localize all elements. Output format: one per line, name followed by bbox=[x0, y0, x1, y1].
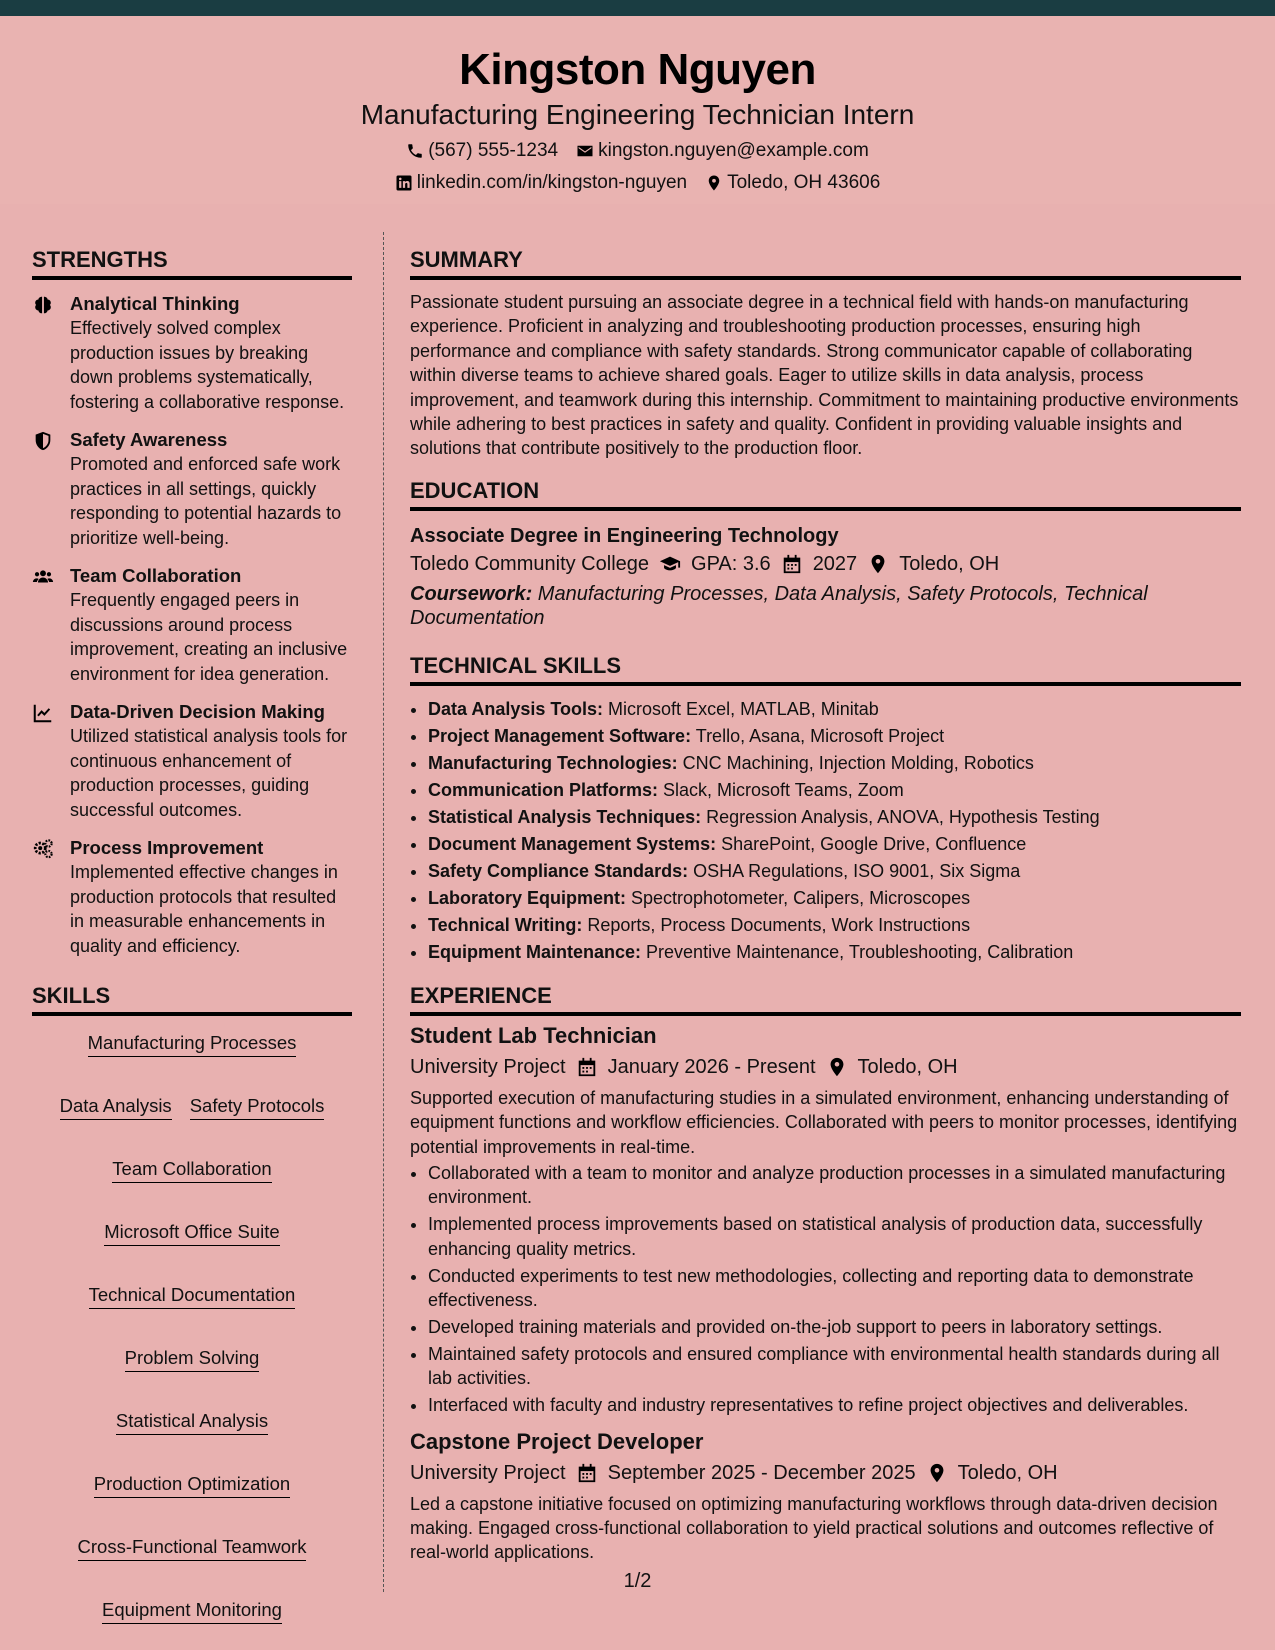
coursework-text: Manufacturing Processes, Data Analysis, Safety Protocols, Technical Documentation bbox=[410, 582, 1148, 629]
strength-item bbox=[32, 836, 352, 958]
skill-values: Microsoft Excel, MATLAB, Minitab bbox=[603, 698, 879, 719]
top-accent-bar bbox=[0, 0, 1275, 16]
email-contact[interactable] bbox=[576, 138, 869, 164]
skill-values: SharePoint, Google Drive, Confluence bbox=[716, 833, 1027, 854]
experience-section bbox=[410, 982, 1241, 1565]
skill-category: Communication Platforms: bbox=[428, 779, 659, 800]
skill-values: Preventive Maintenance, Troubleshooting, Calibration bbox=[641, 941, 1074, 962]
list-item bbox=[428, 750, 1241, 777]
gpa: GPA: 3.6 bbox=[691, 552, 771, 575]
list-item bbox=[428, 858, 1241, 885]
strength-item bbox=[32, 428, 352, 550]
education-location: Toledo, OH bbox=[899, 552, 1000, 575]
skill-category: Document Management Systems: bbox=[428, 833, 717, 854]
email-text[interactable]: kingston.nguyen@example.com bbox=[598, 140, 869, 161]
candidate-name: Kingston Nguyen bbox=[459, 45, 816, 94]
skills-section bbox=[32, 982, 352, 1624]
summary-text: Passionate student pursuing an associate degree in a technical field with hands-on manufacturing experience. Proficient in analyzing and troubleshooting production processes, ensuring high performance and compliance with safety standards. Strong communicator capable of collaborating within diverse teams to achieve shared goals. Eager to utilize skills in data analysis, process improvement, and teamwork during this internship. Commitment to maintaining productive environments while adhering to best practices in safety and quality. Confident in providing valuable insights and solutions that contribute positively to the production floor. bbox=[410, 292, 1239, 459]
list-item: • Collaborated with a team to monitor and analyze production processes in a simulated manufacturing environment. bbox=[428, 1161, 1241, 1210]
strength-title: Analytical Thinking bbox=[70, 293, 240, 314]
chart-line-icon bbox=[32, 702, 54, 724]
job-entry bbox=[410, 1428, 1241, 1565]
linkedin-icon bbox=[395, 174, 413, 192]
strength-title: Data-Driven Decision Making bbox=[70, 701, 325, 722]
technical-skills-list bbox=[410, 696, 1241, 966]
envelope-icon bbox=[576, 142, 594, 160]
list-item: • Conducted experiments to test new methodologies, collecting and reporting data to demonstrate effectiveness. bbox=[428, 1264, 1241, 1313]
list-item bbox=[428, 912, 1241, 939]
strength-item bbox=[32, 700, 352, 822]
page-number: 1/2 bbox=[623, 1570, 652, 1592]
degree-title: Associate Degree in Engineering Technology bbox=[410, 524, 839, 547]
left-column bbox=[32, 246, 352, 1624]
map-pin-icon bbox=[705, 174, 723, 192]
job-dates: September 2025 - December 2025 bbox=[607, 1461, 916, 1484]
summary-section bbox=[410, 246, 1241, 461]
list-item bbox=[428, 777, 1241, 804]
list-item bbox=[428, 804, 1241, 831]
skill-tag: Microsoft Office Suite bbox=[104, 1221, 279, 1246]
skill-category: Statistical Analysis Techniques: bbox=[428, 806, 702, 827]
skill-category: Technical Writing: bbox=[428, 914, 583, 935]
skill-values: CNC Machining, Injection Molding, Robotics bbox=[677, 752, 1034, 773]
calendar-icon bbox=[576, 1462, 598, 1484]
job-location: Toledo, OH bbox=[857, 1055, 958, 1078]
job-meta bbox=[410, 1458, 1241, 1488]
skill-values: OSHA Regulations, ISO 9001, Six Sigma bbox=[688, 860, 1021, 881]
skill-tag: Technical Documentation bbox=[89, 1284, 296, 1309]
skill-values: Trello, Asana, Microsoft Project bbox=[691, 725, 945, 746]
skill-values: Regression Analysis, ANOVA, Hypothesis Testing bbox=[701, 806, 1100, 827]
coursework bbox=[410, 582, 1241, 630]
shield-icon bbox=[32, 430, 54, 452]
technical-skills-section bbox=[410, 652, 1241, 966]
education-section bbox=[410, 477, 1241, 630]
skill-category: Manufacturing Technologies: bbox=[428, 752, 678, 773]
strength-title: Safety Awareness bbox=[70, 429, 228, 450]
list-item bbox=[428, 831, 1241, 858]
skill-tag: Production Optimization bbox=[94, 1473, 290, 1498]
job-org: University Project bbox=[410, 1461, 566, 1484]
job-location: Toledo, OH bbox=[957, 1461, 1058, 1484]
list-item bbox=[428, 696, 1241, 723]
strengths-section bbox=[32, 246, 352, 958]
phone-text: (567) 555-1234 bbox=[428, 140, 559, 161]
list-item: • Maintained safety protocols and ensured compliance with environmental health standards during all lab activities. bbox=[428, 1342, 1241, 1391]
calendar-icon bbox=[576, 1056, 598, 1078]
skill-tag: Data Analysis bbox=[60, 1095, 172, 1120]
coursework-label: Coursework: bbox=[410, 582, 533, 605]
job-description: Supported execution of manufacturing studies in a simulated environment, enhancing understanding of equipment functions and workflow efficiencies. Collaborated with peers to monitor processes, identifying potential improvements in real-time. bbox=[410, 1087, 1238, 1157]
job-title: Student Lab Technician bbox=[410, 1022, 657, 1048]
skill-tag: Cross-Functional Teamwork bbox=[78, 1536, 307, 1561]
strength-desc: Frequently engaged peers in discussions around process improvement, creating an inclusive environment for idea generation. bbox=[70, 590, 348, 684]
strength-desc: Implemented effective changes in production protocols that resulted in measurable enhancements in quality and efficiency. bbox=[70, 862, 338, 956]
skill-category: Laboratory Equipment: bbox=[428, 887, 627, 908]
list-item bbox=[428, 723, 1241, 750]
skill-tag: Team Collaboration bbox=[112, 1158, 271, 1183]
map-pin-icon bbox=[826, 1056, 848, 1078]
technical-skills-heading: TECHNICAL SKILLS bbox=[410, 652, 1241, 686]
strength-title: Process Improvement bbox=[70, 837, 264, 858]
column-divider bbox=[383, 232, 384, 1592]
list-item bbox=[428, 939, 1241, 966]
graduation-year: 2027 bbox=[812, 552, 858, 575]
skill-tag: Manufacturing Processes bbox=[88, 1032, 297, 1057]
location-contact bbox=[705, 170, 880, 196]
skill-values: Slack, Microsoft Teams, Zoom bbox=[658, 779, 904, 800]
skills-heading: SKILLS bbox=[32, 982, 352, 1016]
job-title: Capstone Project Developer bbox=[410, 1428, 704, 1454]
map-pin-icon bbox=[926, 1462, 948, 1484]
map-pin-icon bbox=[867, 553, 889, 575]
contact-row-1 bbox=[0, 138, 1275, 164]
job-description: Led a capstone initiative focused on optimizing manufacturing workflows through data-driven decision making. Engaged cross-functional collaboration to yield practical solutions and outcomes reflective of real-world applications. bbox=[410, 1493, 1218, 1563]
strength-desc: Promoted and enforced safe work practices in all settings, quickly responding to potential hazards to prioritize well-being. bbox=[70, 454, 342, 548]
calendar-icon bbox=[781, 553, 803, 575]
strength-desc: Effectively solved complex production issues by breaking down problems systematically, fostering a collaborative response. bbox=[70, 318, 345, 412]
job-bullets bbox=[410, 1161, 1241, 1418]
education-heading: EDUCATION bbox=[410, 477, 1241, 511]
skill-category: Safety Compliance Standards: bbox=[428, 860, 689, 881]
skill-tag: Statistical Analysis bbox=[116, 1410, 268, 1435]
skill-tag: Equipment Monitoring bbox=[102, 1599, 282, 1624]
education-meta bbox=[410, 549, 1241, 579]
skill-values: Spectrophotometer, Calipers, Microscopes bbox=[626, 887, 971, 908]
contact-row-2 bbox=[0, 170, 1275, 196]
brain-icon bbox=[32, 294, 54, 316]
phone-contact bbox=[406, 138, 558, 164]
strengths-heading: STRENGTHS bbox=[32, 246, 352, 280]
gears-icon bbox=[32, 838, 54, 860]
job-meta bbox=[410, 1052, 1241, 1082]
resume-header bbox=[0, 16, 1275, 204]
experience-heading: EXPERIENCE bbox=[410, 982, 1241, 1016]
list-item: • Developed training materials and provided on-the-job support to peers in laboratory settings. bbox=[428, 1315, 1241, 1339]
summary-heading: SUMMARY bbox=[410, 246, 1241, 280]
skill-values: Reports, Process Documents, Work Instructions bbox=[582, 914, 971, 935]
job-dates: January 2026 - Present bbox=[607, 1055, 816, 1078]
school-name: Toledo Community College bbox=[410, 552, 650, 575]
graduation-cap-icon bbox=[659, 553, 681, 575]
skill-tag: Safety Protocols bbox=[190, 1095, 325, 1120]
list-item: • Implemented process improvements based on statistical analysis of production data, successfully enhancing quality metrics. bbox=[428, 1212, 1241, 1261]
job-entry bbox=[410, 1022, 1241, 1418]
strength-desc: Utilized statistical analysis tools for continuous enhancement of production processes, guiding successful outcomes. bbox=[70, 726, 348, 820]
location-text: Toledo, OH 43606 bbox=[727, 172, 881, 193]
right-column bbox=[410, 246, 1241, 1565]
skills-list bbox=[32, 1028, 352, 1624]
candidate-title: Manufacturing Engineering Technician Intern bbox=[360, 99, 915, 130]
strength-title: Team Collaboration bbox=[70, 565, 242, 586]
strength-item bbox=[32, 564, 352, 686]
linkedin-contact[interactable] bbox=[395, 170, 687, 196]
skill-tag: Problem Solving bbox=[125, 1347, 260, 1372]
skill-category: Project Management Software: bbox=[428, 725, 692, 746]
list-item bbox=[428, 885, 1241, 912]
list-item: • Interfaced with faculty and industry representatives to refine project objectives and deliverables. bbox=[428, 1393, 1241, 1417]
job-org: University Project bbox=[410, 1055, 566, 1078]
skill-category: Equipment Maintenance: bbox=[428, 941, 642, 962]
phone-icon bbox=[406, 142, 424, 160]
strength-item bbox=[32, 292, 352, 414]
users-icon bbox=[32, 566, 54, 588]
skill-category: Data Analysis Tools: bbox=[428, 698, 604, 719]
linkedin-text[interactable]: linkedin.com/in/kingston-nguyen bbox=[416, 172, 688, 193]
